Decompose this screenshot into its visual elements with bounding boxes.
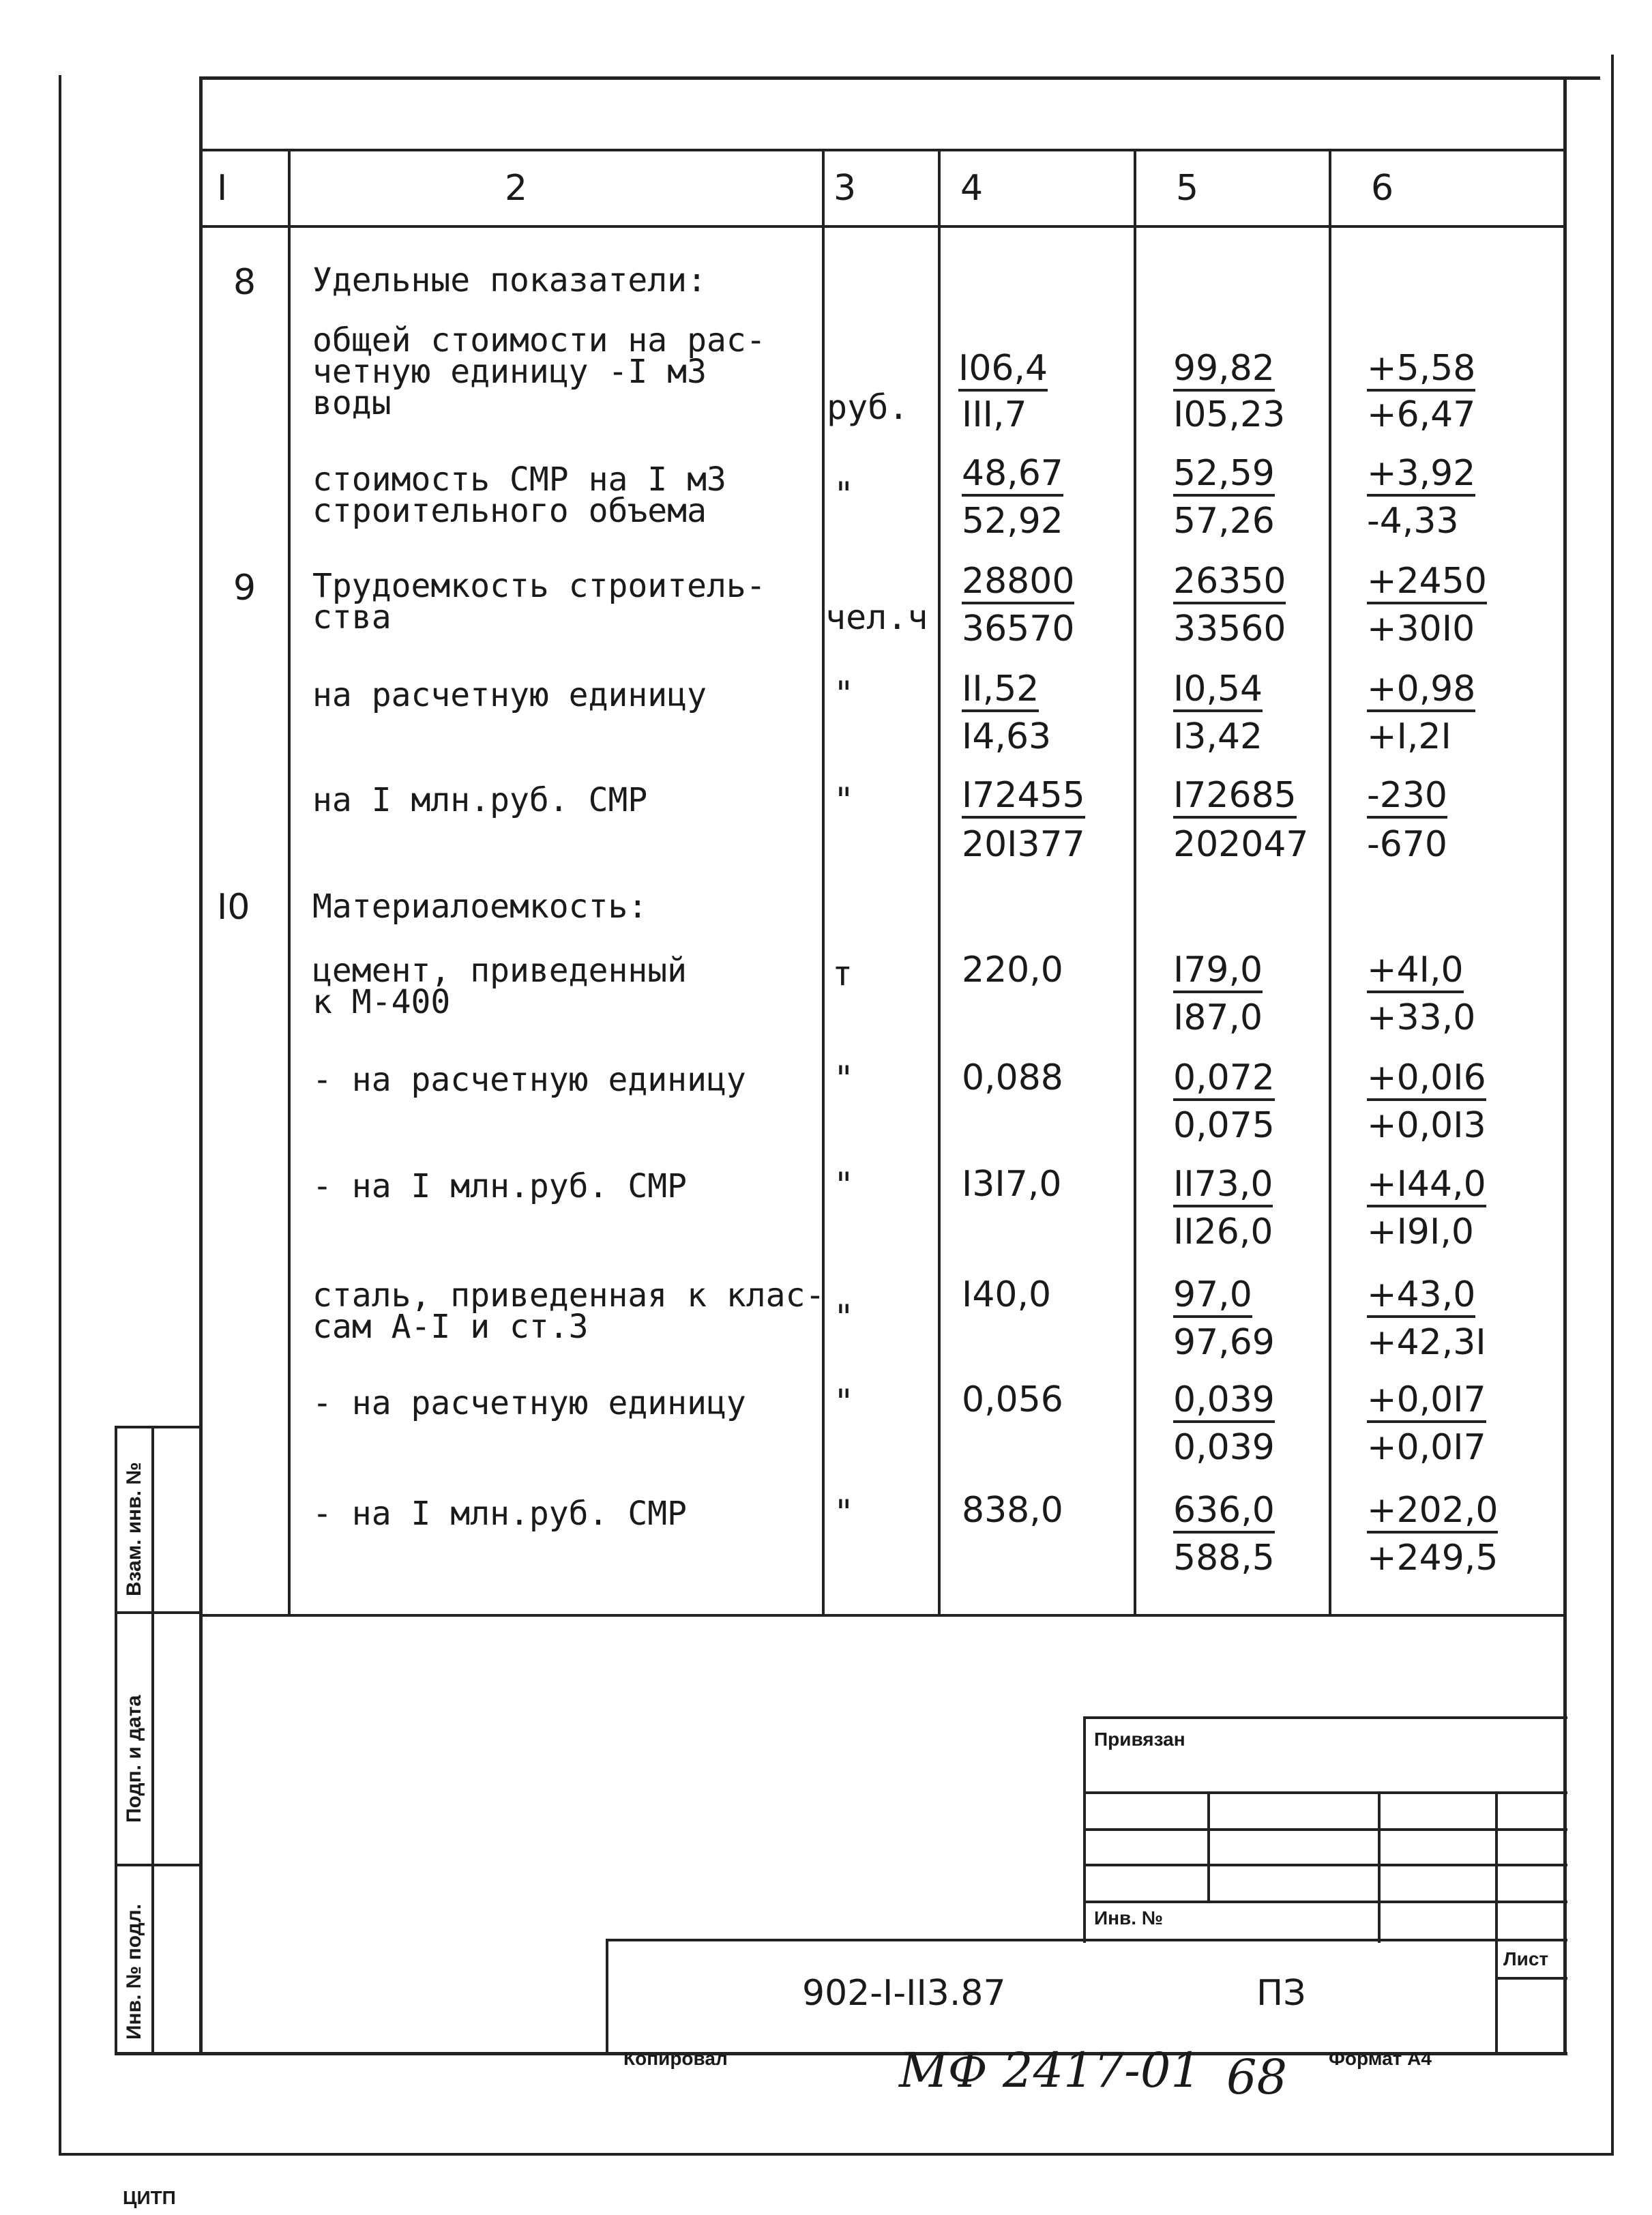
value-diff-bottom: +30I0 [1367,608,1475,649]
value-analog-bottom: I3,42 [1173,716,1263,757]
tb-privyazan: Привязан [1094,1729,1185,1750]
value-project: 838,0 [962,1490,1063,1531]
value-analog-top: 0,072 [1173,1060,1275,1101]
value-diff-bottom: +I9I,0 [1367,1212,1474,1252]
row-description: на I млн.руб. СМР [312,781,648,819]
header-col-3: 3 [834,168,857,209]
row-unit: т [832,954,853,993]
frame-top [199,76,1600,80]
frame-right [1563,76,1567,2055]
value-project-top: 48,67 [962,456,1063,497]
row-description: сталь, приведенная к клас- сам А-I и ст.3 [312,1276,825,1346]
footer-bottom-left: ЦИТП [123,2187,176,2208]
value-diff-bottom: -4,33 [1367,501,1459,542]
header-col-6: 6 [1371,168,1394,209]
value-project: I3I7,0 [962,1164,1062,1205]
tb-inv-no: Инв. № [1094,1907,1164,1928]
value-diff-top: +2450 [1367,563,1487,604]
value-diff-top: +202,0 [1367,1493,1498,1534]
header-col-1: I [217,168,228,209]
tb-list-label: Лист [1503,1948,1549,1969]
value-analog-bottom: II26,0 [1173,1212,1273,1252]
value-diff-bottom: +I,2I [1367,716,1451,757]
footer-handwritten-page: 68 [1226,2049,1288,2105]
footer-format: Формат А4 [1329,2048,1432,2069]
value-project-top: I72455 [962,778,1085,819]
value-project-bottom: 20I377 [962,824,1085,865]
value-analog-bottom: I05,23 [1173,394,1286,435]
footer-handwritten-number: МФ 2417-01 [899,2042,1201,2098]
side-stamp-left [115,1426,117,2053]
value-diff-top: +0,98 [1367,671,1475,712]
header-col-2: 2 [505,168,528,209]
tb-v3 [1495,1791,1498,2055]
header-col-4: 4 [960,168,984,209]
tb-doc-code: 902-I-II3.87 [802,1973,1006,2014]
frame-bottom-outer [59,2153,1614,2156]
value-diff-top: +43,0 [1367,1277,1475,1318]
row-unit: руб. [827,387,909,427]
value-analog-bottom: 33560 [1173,608,1286,649]
row-description: - на расчетную единицу [312,1384,746,1422]
col-line-2 [822,149,825,1615]
col-line-1 [288,149,291,1615]
tb-section: ПЗ [1256,1973,1306,2014]
value-analog-top: 99,82 [1173,351,1275,392]
row-description: Удельные показатели: [312,261,707,299]
row-unit: " [834,674,855,714]
side-stamp-div-2 [115,1864,202,1866]
value-analog-top: 97,0 [1173,1277,1252,1318]
value-diff-bottom: +6,47 [1367,394,1476,435]
value-diff-top: +0,0I6 [1367,1060,1486,1101]
row-description: Материалоемкость: [312,888,648,926]
row-number: I0 [217,887,250,928]
value-diff-top: +I44,0 [1367,1167,1486,1207]
value-analog-bottom: 97,69 [1173,1322,1275,1363]
value-project: 0,056 [962,1379,1063,1420]
value-analog-top: II73,0 [1173,1167,1273,1207]
row-unit: " [834,1382,855,1422]
tb-v1 [1207,1791,1210,1901]
value-project-bottom: 52,92 [962,501,1063,542]
frame-left [199,76,203,2055]
col-line-3 [938,149,941,1615]
header-bottom-line [199,225,1566,228]
value-project-top: I06,4 [958,351,1048,392]
row-number: 9 [233,568,256,608]
value-diff-bottom: +42,3I [1367,1322,1486,1363]
value-analog-bottom: 202047 [1173,824,1309,865]
value-diff-bottom: -670 [1367,824,1448,865]
value-analog-bottom: 0,075 [1173,1105,1275,1146]
value-diff-bottom: +33,0 [1367,997,1476,1038]
value-analog-bottom: 57,26 [1173,501,1275,542]
value-analog-bottom: 0,039 [1173,1427,1275,1468]
col-line-5 [1329,149,1331,1615]
value-project: 0,088 [962,1057,1063,1098]
row-unit: " [834,475,855,514]
row-unit: " [834,1493,855,1532]
value-project-bottom: I4,63 [962,716,1052,757]
row-description: - на расчетную единицу [312,1061,746,1099]
row-unit: " [834,780,855,820]
value-project-top: 28800 [962,563,1074,604]
value-analog-top: 0,039 [1173,1382,1275,1423]
tb-code-top [606,1939,1567,1941]
value-diff-top: -230 [1367,778,1447,819]
row-description: Трудоемкость строитель- ства [312,567,766,636]
side-stamp-podp: Подп. и дата [123,1695,145,1823]
value-analog-bottom: I87,0 [1173,997,1263,1038]
row-unit: " [834,1297,855,1337]
value-analog-top: 636,0 [1173,1493,1275,1534]
tb-top [1083,1716,1567,1719]
header-col-5: 5 [1176,168,1199,209]
frame-right-outer [1611,55,1614,2156]
value-project: 220,0 [962,950,1063,991]
side-stamp-top [115,1426,202,1428]
side-stamp-mid [151,1426,154,2053]
row-description: на расчетную единицу [312,676,707,714]
col-line-4 [1134,149,1136,1615]
value-project-top: II,52 [962,671,1039,712]
value-analog-top: I79,0 [1173,952,1263,993]
header-top-line [199,149,1566,151]
value-analog-bottom: 588,5 [1173,1538,1275,1579]
value-diff-top: +3,92 [1367,456,1475,497]
row-description: - на I млн.руб. СМР [312,1167,688,1205]
row-description: общей стоимости на рас- четную единицу -I м3 воды [312,321,766,422]
row-description: - на I млн.руб. СМР [312,1495,688,1533]
value-diff-bottom: +0,0I7 [1367,1427,1486,1468]
value-analog-top: 52,59 [1173,456,1275,497]
tb-v2 [1378,1791,1381,1943]
value-project-bottom: 36570 [962,608,1075,649]
row-unit: " [834,1165,855,1205]
value-diff-top: +0,0I7 [1367,1382,1486,1423]
value-analog-top: 26350 [1173,563,1286,604]
tb-code-left [606,1939,608,2055]
frame-left-outer [59,75,61,2156]
value-diff-top: +5,58 [1367,351,1475,392]
row-number: 8 [233,262,256,303]
value-analog-top: I0,54 [1173,671,1263,712]
table-bottom-line [199,1614,1566,1617]
value-diff-bottom: +249,5 [1367,1538,1499,1579]
value-project-bottom: III,7 [962,394,1027,435]
side-stamp-vzam: Взам. инв. № [123,1462,145,1596]
footer-kopiroval: Копировал [623,2048,728,2069]
value-analog-top: I72685 [1173,778,1297,819]
side-stamp-div-1 [115,1611,202,1614]
value-project: I40,0 [962,1274,1052,1315]
side-stamp-inv: Инв. № подл. [123,1903,145,2040]
row-description: стоимость СМР на I м3 строительного объема [312,460,726,530]
value-diff-top: +4I,0 [1367,952,1464,993]
row-unit: " [834,1059,855,1098]
tb-list-h [1495,1977,1567,1980]
value-diff-bottom: +0,0I3 [1367,1105,1486,1146]
row-unit: чел.ч [825,598,928,637]
row-description: цемент, приведенный к М-400 [312,952,688,1021]
